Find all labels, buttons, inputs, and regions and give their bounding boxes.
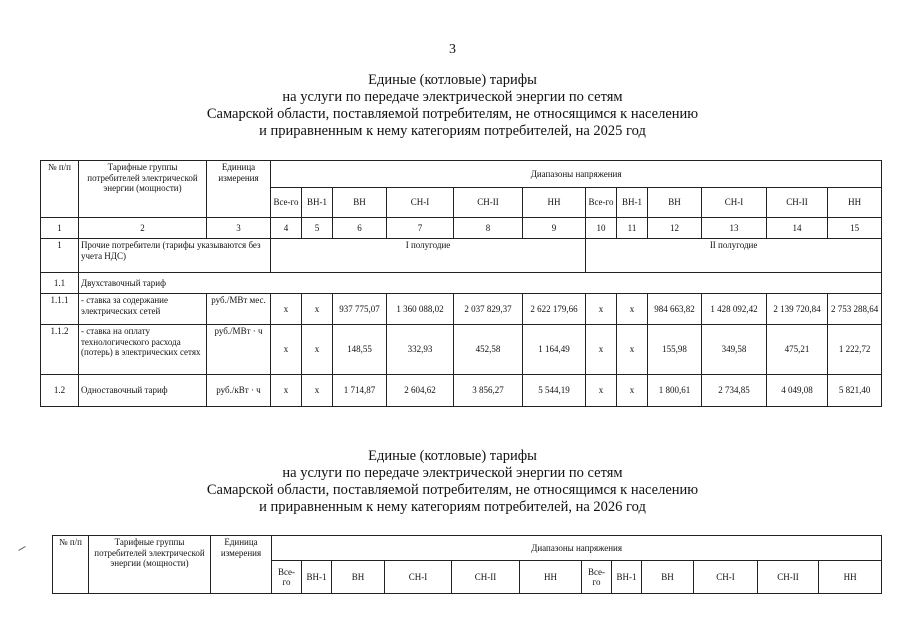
cell-value: 937 775,07 <box>333 294 387 325</box>
cell-value: 5 821,40 <box>828 375 882 407</box>
sub-header: ВН <box>332 561 385 594</box>
col-number: 7 <box>387 218 454 239</box>
col-number: 9 <box>523 218 586 239</box>
table-row <box>41 375 882 407</box>
half-year-label: I полугодие <box>271 239 586 273</box>
sub-header: НН <box>828 188 882 218</box>
col-header-num: № п/п <box>41 161 79 218</box>
table-row <box>41 273 882 294</box>
sub-header: Все-го <box>272 561 302 594</box>
cell-value: 1 360 088,02 <box>387 294 454 325</box>
cell-value: 349,58 <box>702 325 767 375</box>
table-row <box>41 294 882 325</box>
cell-value: 3 856,27 <box>454 375 523 407</box>
sub-header: ВН <box>333 188 387 218</box>
col-number: 12 <box>648 218 702 239</box>
tariff-heading-2025 <box>0 72 905 140</box>
cell-value: х <box>271 325 302 375</box>
cell-value: 2 037 829,37 <box>454 294 523 325</box>
table-row <box>41 239 882 273</box>
cell-value: х <box>617 294 648 325</box>
cell-value: х <box>586 325 617 375</box>
cell-value: 5 544,19 <box>523 375 586 407</box>
row-name: Прочие потребители (тарифы указываются без учета НДС) <box>79 239 271 273</box>
cell-value: 2 622 179,66 <box>523 294 586 325</box>
sub-header: НН <box>520 561 582 594</box>
col-number: 4 <box>271 218 302 239</box>
col-header-unit: Единица измерения <box>211 536 272 594</box>
col-header-ranges: Диапазоны напряжения <box>271 161 882 188</box>
sub-header: Все-го <box>271 188 302 218</box>
sub-header: ВН-1 <box>302 188 333 218</box>
heading-line: Самарской области, поставляемой потребителям, не относящимся к населению <box>206 482 699 498</box>
stray-mark <box>18 546 25 551</box>
sub-header: ВН-1 <box>617 188 648 218</box>
col-header-ranges: Диапазоны напряжения <box>272 536 882 561</box>
row-num: 1.1.1 <box>41 294 79 325</box>
col-header-group: Тарифные группы потребителей электрической энергии (мощности) <box>89 536 211 594</box>
sub-header: НН <box>819 561 882 594</box>
col-header-num: № п/п <box>53 536 89 594</box>
heading-line: на услуги по передаче электрической энергии по сетям <box>282 89 623 105</box>
cell-value: х <box>586 375 617 407</box>
heading-line: Единые (котловые) тарифы <box>368 448 537 464</box>
sub-header: СН-II <box>758 561 819 594</box>
cell-value: х <box>271 375 302 407</box>
col-number: 10 <box>586 218 617 239</box>
col-number: 8 <box>454 218 523 239</box>
row-num: 1.2 <box>41 375 79 407</box>
sub-header: СН-I <box>385 561 452 594</box>
row-unit: руб./МВт · ч <box>207 325 271 375</box>
col-number: 14 <box>767 218 828 239</box>
row-num: 1 <box>41 239 79 273</box>
cell-value: 452,58 <box>454 325 523 375</box>
col-number: 3 <box>207 218 271 239</box>
cell-value: 1 428 092,42 <box>702 294 767 325</box>
sub-header: СН-I <box>387 188 454 218</box>
cell-value: 4 049,08 <box>767 375 828 407</box>
row-name: Двухставочный тариф <box>79 273 882 294</box>
row-name: Одноставочный тариф <box>79 375 207 407</box>
cell-value: 148,55 <box>333 325 387 375</box>
cell-value: х <box>617 325 648 375</box>
sub-header: Все-го <box>582 561 612 594</box>
tariff-table-2025 <box>40 160 882 407</box>
sub-header: НН <box>523 188 586 218</box>
sub-header: СН-II <box>452 561 520 594</box>
heading-line: Самарской области, поставляемой потребителям, не относящимся к населению <box>206 106 699 122</box>
sub-header: СН-I <box>694 561 758 594</box>
cell-value: 1 222,72 <box>828 325 882 375</box>
cell-value: х <box>302 294 333 325</box>
cell-value: 475,21 <box>767 325 828 375</box>
col-number: 11 <box>617 218 648 239</box>
cell-value: х <box>302 375 333 407</box>
cell-value: х <box>302 325 333 375</box>
sub-header: Все-го <box>586 188 617 218</box>
col-header-group: Тарифные группы потребителей электрической энергии (мощности) <box>79 161 207 218</box>
cell-value: 2 734,85 <box>702 375 767 407</box>
sub-header: СН-I <box>702 188 767 218</box>
sub-header: СН-II <box>454 188 523 218</box>
col-header-unit: Единица измерения <box>207 161 271 218</box>
page-number: 3 <box>449 42 456 57</box>
cell-value: 984 663,82 <box>648 294 702 325</box>
col-number: 1 <box>41 218 79 239</box>
cell-value: 2 604,62 <box>387 375 454 407</box>
col-number: 5 <box>302 218 333 239</box>
row-num: 1.1 <box>41 273 79 294</box>
heading-line: и приравненным к нему категориям потребителей, на 2026 год <box>259 499 646 515</box>
sub-header: ВН-1 <box>612 561 642 594</box>
cell-value: х <box>271 294 302 325</box>
heading-line: на услуги по передаче электрической энергии по сетям <box>282 465 623 481</box>
col-number: 2 <box>79 218 207 239</box>
heading-line: Единые (котловые) тарифы <box>368 72 537 88</box>
page-edge-cut <box>0 636 905 640</box>
row-unit: руб./МВт мес. <box>207 294 271 325</box>
cell-value: 2 139 720,84 <box>767 294 828 325</box>
col-number: 13 <box>702 218 767 239</box>
cell-value: 332,93 <box>387 325 454 375</box>
sub-header: СН-II <box>767 188 828 218</box>
cell-value: 2 753 288,64 <box>828 294 882 325</box>
row-name: - ставка на оплату технологического расхода (потерь) в электрических сетях <box>79 325 207 375</box>
col-number: 6 <box>333 218 387 239</box>
heading-line: и приравненным к нему категориям потребителей, на 2025 год <box>259 123 646 139</box>
row-unit: руб./кВт · ч <box>207 375 271 407</box>
cell-value: х <box>586 294 617 325</box>
table-row <box>41 325 882 375</box>
cell-value: 155,98 <box>648 325 702 375</box>
cell-value: х <box>617 375 648 407</box>
sub-header: ВН <box>648 188 702 218</box>
sub-header: ВН-1 <box>302 561 332 594</box>
row-num: 1.1.2 <box>41 325 79 375</box>
row-name: - ставка за содержание электрических сетей <box>79 294 207 325</box>
tariff-heading-2026 <box>0 448 905 516</box>
tariff-table-2026 <box>52 535 882 594</box>
cell-value: 1 800,61 <box>648 375 702 407</box>
col-number: 15 <box>828 218 882 239</box>
half-year-label: II полугодие <box>586 239 882 273</box>
sub-header: ВН <box>642 561 694 594</box>
cell-value: 1 164,49 <box>523 325 586 375</box>
cell-value: 1 714,87 <box>333 375 387 407</box>
